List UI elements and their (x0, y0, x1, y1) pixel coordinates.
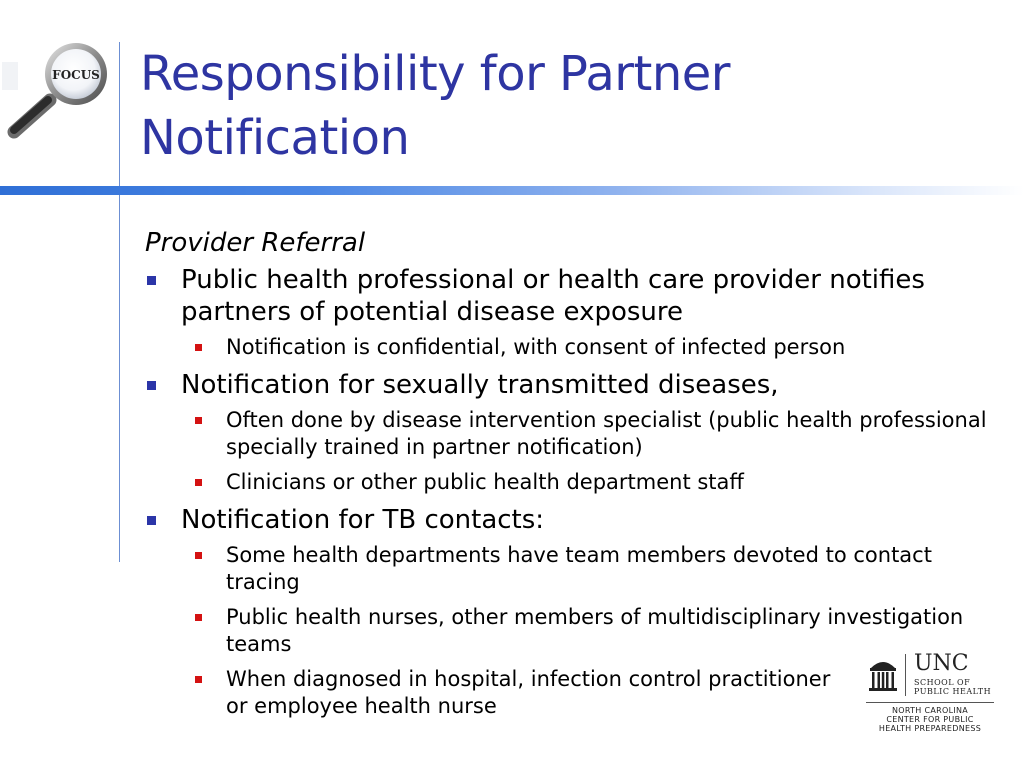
logo-rule (866, 702, 994, 703)
school-line-1: SCHOOL OF (914, 678, 971, 687)
sub-bullet-item: Notification is confidential, with consent of infected person (145, 334, 995, 361)
sub-bullet-item: Clinicians or other public health department staff (145, 469, 995, 496)
unc-wordmark: UNC (914, 651, 969, 676)
bullet-item: Notification for TB contacts: (145, 504, 995, 536)
bullet-item: Public health professional or health care provider notifies partners of potential disease exposure (145, 264, 995, 328)
school-line-2: PUBLIC HEALTH (914, 687, 992, 696)
vertical-divider-line (119, 42, 120, 562)
old-well-icon (868, 656, 898, 694)
sub-bullet-item: Often done by disease intervention specialist (public health professional specially trained in partner notification) (145, 407, 995, 461)
center-line-3: HEALTH PREPAREDNESS (878, 724, 982, 733)
subheading: Provider Referral (145, 228, 366, 258)
sub-bullet-item: Public health nurses, other members of multidisciplinary investigation teams (145, 604, 995, 658)
sub-bullet-item: Some health departments have team members devoted to contact tracing (145, 542, 995, 596)
title-underline-bar (0, 186, 1024, 195)
focus-magnifier-logo (0, 40, 118, 140)
unc-school-of-public-health-logo (860, 652, 1000, 737)
bullet-item: Notification for sexually transmitted diseases, (145, 369, 995, 401)
sub-bullet-item: When diagnosed in hospital, infection control practitioner or employee health nurse (145, 666, 846, 720)
slide-title: Responsibility for Partner Notification (140, 46, 730, 166)
center-name (860, 706, 1000, 733)
center-line-1: NORTH CAROLINA (891, 706, 969, 715)
school-name (914, 678, 991, 696)
center-line-2: CENTER FOR PUBLIC (886, 715, 974, 724)
logo-divider (905, 654, 906, 696)
focus-logo-text: FOCUS (52, 68, 100, 82)
